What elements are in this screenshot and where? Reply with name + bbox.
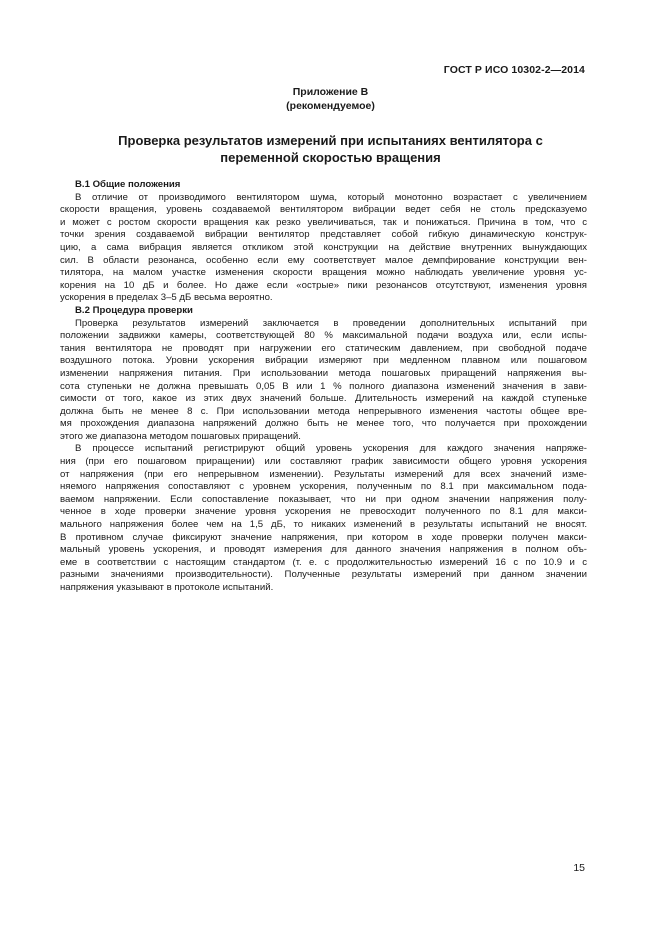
document-body <box>60 179 587 595</box>
page-title <box>60 132 601 166</box>
text-line: и может с ростом скорости вращения как резко увеличиваться, так и понижаться. Причина в том, что с <box>60 216 587 228</box>
text-line: должна быть не менее 8 с. При использовании метода непрерывного изменения частоты общее вре- <box>60 405 587 417</box>
text-line: В отличие от производимого вентилятором шума, который монотонно возрастает с увеличением <box>75 191 587 203</box>
text-line: цию, а сама вибрация является откликом этой конструкции на действие внутренних вынуждающих <box>60 241 587 253</box>
text-line: мальный уровень ускорения, и проводят измерения для данного значения напряжения в полном объ- <box>60 544 587 556</box>
text-line: от напряжения (при его непрерывном изменении). Результаты измерений для всех значений изме- <box>60 468 587 480</box>
text-line: сил. В области резонанса, особенно если ему соответствует малое демпфирование конструкции вен- <box>60 254 587 266</box>
text-line: ускорения в пределах 3–5 дБ весьма вероятно. <box>60 292 273 304</box>
text-line: В процессе испытаний регистрируют общий уровень ускорения для каждого значения напряже- <box>75 443 587 455</box>
text-line: корения на 10 дБ и более. Но даже если «острые» пики резонансов отсутствуют, изменения уровня <box>60 279 587 291</box>
text-line: скорости вращения, уровень создаваемой вентилятором вибрации ведет себя не столь предсказуемо <box>60 204 587 216</box>
text-line: мального напряжения более чем на 1,5 дБ, то никаких изменений в результаты испытаний не вносят. <box>60 519 587 531</box>
text-line: Проверка результатов измерений заключается в проведении дополнительных испытаний при <box>75 317 587 329</box>
text-line: мя прохождения диапазона напряжений должно быть не менее того, что получается при прохождении <box>60 418 587 430</box>
text-line: симости от того, какое из этих двух значений больше. Длительность измерений на каждой ступеньке <box>60 393 587 405</box>
section-heading: В.1 Общие положения <box>75 179 181 190</box>
text-line: сота ступеньки не должна превышать 0,05 В или 1 % полного диапазона изменений значения в зави- <box>60 380 587 392</box>
annex-label: Приложение В <box>292 86 369 98</box>
text-line: этого же диапазона методом пошаговых приращений. <box>60 430 301 442</box>
text-line: ваемом напряжении. Если сопоставление показывает, что ни при одном значении напряжения полу- <box>60 493 587 505</box>
text-line: положении задвижки камеры, соответствующей 80 % максимальной подачи воздуха или, если испы- <box>60 330 587 342</box>
section-heading: В.2 Процедура проверки <box>75 304 193 316</box>
text-line: няемого напряжения сопоставляют с уровнем ускорения, полученным по 8.1 при максимальном пода- <box>60 481 587 493</box>
text-line: ченное в ходе проверки значение уровня ускорения не превосходит полученного по 8.1 для макси- <box>60 506 587 518</box>
text-line: напряжения указывают в протоколе испытаний. <box>60 582 274 593</box>
text-line: разными значениями производительности). Полученные результаты измерений при данном значении <box>60 569 587 581</box>
page-number: 15 <box>573 862 585 874</box>
text-line: изменении напряжения питания. При использовании метода пошаговых приращений напряжения вы- <box>60 367 587 379</box>
annex-heading <box>0 85 661 113</box>
text-line: воздушного потока. Уровни ускорения вибрации измеряют при медленном плавном или пошаговом <box>60 355 587 367</box>
text-line: тилятора, на малом участке изменения скорости вращения можно наблюдать увеличение уровня ус- <box>60 267 587 279</box>
standard-designation: ГОСТ Р ИСО 10302-2—2014 <box>443 64 585 76</box>
text-line: ния (при его пошаговом приращении) или составляют график зависимости общего уровня ускорения <box>60 456 587 468</box>
title-line: переменной скоростью вращения <box>220 150 441 165</box>
text-line: тания вентилятора не проводят при нагружении его статическим давлением, при свободной подаче <box>60 342 587 354</box>
annex-kind: (рекомендуемое) <box>286 100 375 112</box>
text-line: точки зрения создаваемой вибрации вентилятор представляет собой гибкую динамическую конструк- <box>60 229 587 241</box>
title-line: Проверка результатов измерений при испытаниях вентилятора с <box>118 133 543 148</box>
text-line: еме в соответствии с настоящим стандартом (т. е. с продолжительностью измерений 16 с по 10.9 и с <box>60 556 587 568</box>
text-line: В противном случае фиксируют значение напряжения, при котором в ходе проверки получен макси- <box>60 531 587 543</box>
